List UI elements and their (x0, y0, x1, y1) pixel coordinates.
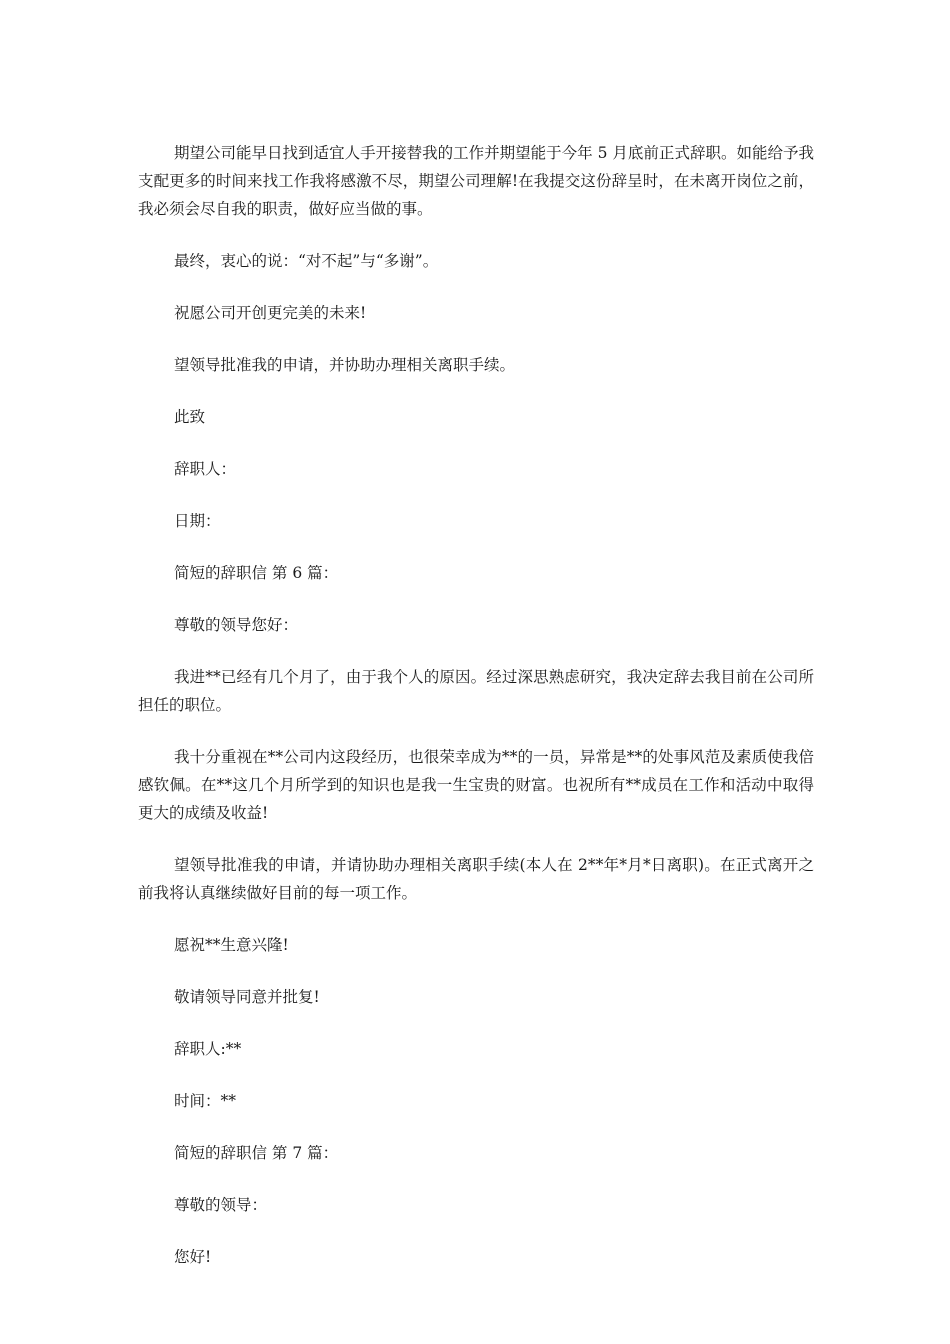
paragraph-reason: 我进**已经有几个月了，由于我个人的原因。经过深思熟虑研究，我决定辞去我目前在公司所担任的职位。 (138, 668, 814, 714)
paragraph-request-reply: 敬请领导同意并批复! (174, 988, 320, 1006)
paragraph-leave-date: 望领导批准我的申请，并请协助办理相关离职手续(本人在 2**年*月*日离职)。在正式离开之前我将认真继续做好目前的每一项工作。 (138, 856, 814, 902)
document-body (138, 139, 814, 1295)
paragraph-signer-label: 辞职人： (174, 460, 237, 478)
paragraph-signer-part-6: 辞职人:** (174, 1040, 242, 1058)
paragraph-greeting-part-6: 尊敬的领导您好： (174, 616, 299, 634)
paragraph-apology-thanks: 最终，衷心的说：“对不起”与“多谢”。 (174, 252, 439, 270)
paragraph-experience: 我十分重视在**公司内这段经历，也很荣幸成为**的一员，异常是**的处事风范及素质使我倍感钦佩。在**这几个月所学到的知识也是我一生宝贵的财富。也祝所有**成员在工作和活动中取得更大的成绩及收益! (138, 748, 814, 822)
paragraph-resignation-timing: 期望公司能早日找到适宜人手开接替我的工作并期望能于今年 5 月底前正式辞职。如能给予我支配更多的时间来找工作我将感激不尽，期望公司理解!在我提交这份辞呈时，在未离开岗位之前，我必须会尽自我的职责，做好应当做的事。 (138, 144, 814, 218)
paragraph-greeting-part-7: 尊敬的领导： (174, 1196, 268, 1214)
paragraph-approval-request: 望领导批准我的申请，并协助办理相关离职手续。 (174, 356, 516, 374)
paragraph-business-wish: 愿祝**生意兴隆! (174, 936, 289, 954)
paragraph-hello: 您好! (174, 1248, 212, 1266)
paragraph-date-label: 日期： (174, 512, 221, 530)
paragraph-time-part-6: 时间：** (174, 1092, 237, 1110)
section-heading-part-6: 简短的辞职信 第 6 篇： (174, 564, 339, 582)
paragraph-wish-future: 祝愿公司开创更完美的未来! (174, 304, 367, 322)
paragraph-salutation-closing: 此致 (174, 408, 206, 426)
section-heading-part-7: 简短的辞职信 第 7 篇： (174, 1144, 339, 1162)
